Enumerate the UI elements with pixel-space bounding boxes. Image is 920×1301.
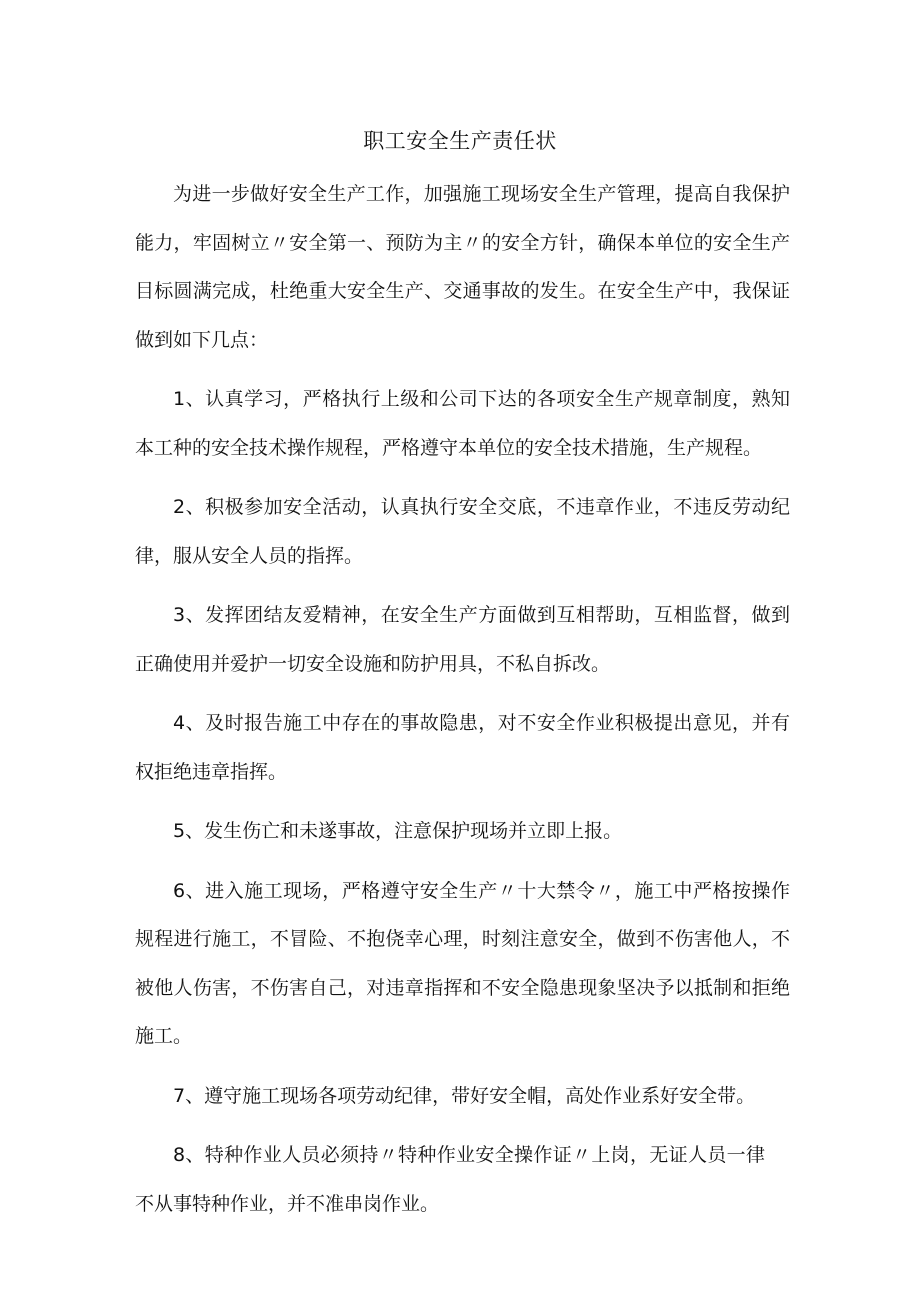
document-body [135,170,790,1228]
intro-paragraph: 为进一步做好安全生产工作，加强施工现场安全生产管理，提高自我保护能力，牢固树立〃安全第一、预防为主〃的安全方针，确保本单位的安全生产目标圆满完成，杜绝重大安全生产、交通事故的发生。在安全生产中，我保证做到如下几点： [135,183,790,351]
item-paragraph-6: 6、进入施工现场，严格遵守安全生产〃十大禁令〃，施工中严格按操作规程进行施工，不冒险、不抱侥幸心理，时刻注意安全，做到不伤害他人，不被他人伤害，不伤害自己，对违章指挥和不安全隐患现象坚决予以抵制和拒绝施工。 [135,879,790,1047]
item-paragraph-5: 5、发生伤亡和未遂事故，注意保护现场并立即上报。 [173,820,623,842]
item-paragraph-8: 8、特种作业人员必须持〃特种作业安全操作证〃上岗，无证人员一律不从事特种作业，并不准串岗作业。 [135,1144,765,1215]
item-paragraph-1: 1、认真学习，严格执行上级和公司下达的各项安全生产规章制度，熟知本工种的安全技术操作规程，严格遵守本单位的安全技术措施，生产规程。 [135,388,790,459]
item-paragraph-3: 3、发挥团结友爱精神，在安全生产方面做到互相帮助，互相监督，做到正确使用并爱护一切安全设施和防护用具，不私自拆改。 [135,604,790,675]
item-paragraph-4: 4、及时报告施工中存在的事故隐患，对不安全作业积极提出意见，并有权拒绝违章指挥。 [135,712,790,783]
item-paragraph-7: 7、遵守施工现场各项劳动纪律，带好安全帽，高处作业系好安全带。 [173,1084,756,1107]
document-title: 职工安全生产责任状 [363,129,557,153]
item-paragraph-2: 2、积极参加安全活动，认真执行安全交底，不违章作业，不违反劳动纪律，服从安全人员的指挥。 [135,496,790,567]
